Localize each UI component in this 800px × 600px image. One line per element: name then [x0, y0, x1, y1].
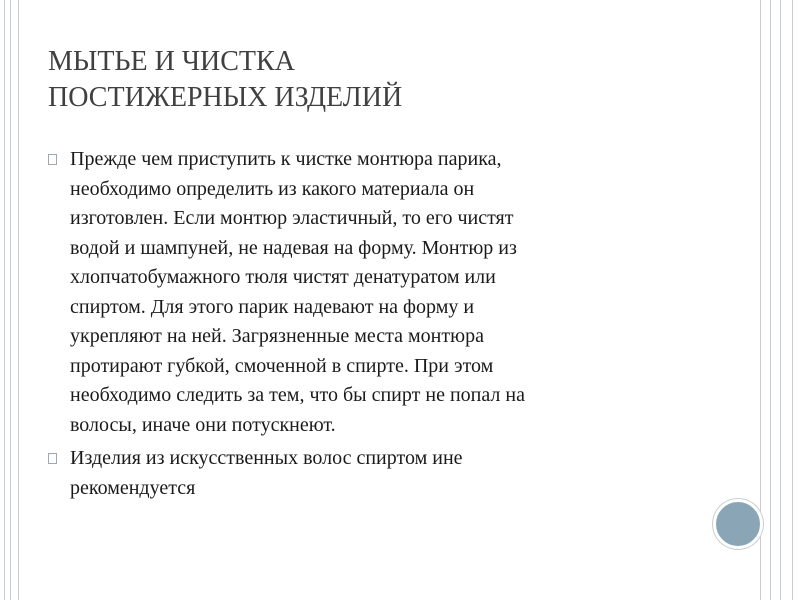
- bullet-item-cleaning-procedure: [48, 145, 708, 440]
- hollow-rectangle-bullet-icon: [48, 154, 57, 165]
- slide-title-line-1: МЫТЬЕ И ЧИСТКА: [48, 46, 295, 77]
- frame-line-right-inner: [770, 0, 771, 600]
- bullet-1-line-1: Прежде чем приступить к чистке монтюра парика,: [70, 148, 502, 170]
- bullet-1-line-2: необходимо определить из какого материала он: [70, 177, 475, 200]
- frame-line-right-outer: [792, 0, 793, 600]
- frame-line-left-outer: [4, 0, 5, 600]
- bullet-1-line-4: водой и шампуней, не надевая на форму. Монтюр из: [70, 236, 517, 259]
- bullet-list: [48, 145, 708, 507]
- bullet-2-line-1: Изделия из искусственных волос спиртом ине: [70, 447, 463, 469]
- bullet-1-line-8: протирают губкой, смоченной в спирте. При этом: [70, 354, 494, 377]
- bullet-1-line-3: изготовлен. Если монтюр эластичный, то его чистят: [70, 207, 514, 229]
- hollow-rectangle-bullet-icon: [48, 453, 57, 464]
- bullet-1-line-7: укрепляют на ней. Загрязненные места монтюра: [70, 325, 484, 347]
- slide-title-line-2: ПОСТИЖЕРНЫХ ИЗДЕЛИЙ: [48, 82, 403, 113]
- bullet-1-line-6: спиртом. Для этого парик надевают на форму и: [70, 295, 475, 318]
- bullet-1-line-10: волосы, иначе они потускнеют.: [70, 413, 336, 436]
- slide-accent-circle: [713, 499, 763, 549]
- bullet-1-line-5: хлопчатобумажного тюля чистят денатуратом или: [70, 266, 496, 288]
- slide-title: [48, 44, 748, 116]
- bullet-item-artificial-hair: [48, 444, 708, 503]
- frame-line-right-middle: [780, 0, 781, 600]
- bullet-2-line-2: рекомендуется: [70, 476, 196, 499]
- bullet-1-line-9: необходимо следить за тем, что бы спирт не попал на: [70, 384, 525, 406]
- frame-line-left-inner: [10, 0, 11, 600]
